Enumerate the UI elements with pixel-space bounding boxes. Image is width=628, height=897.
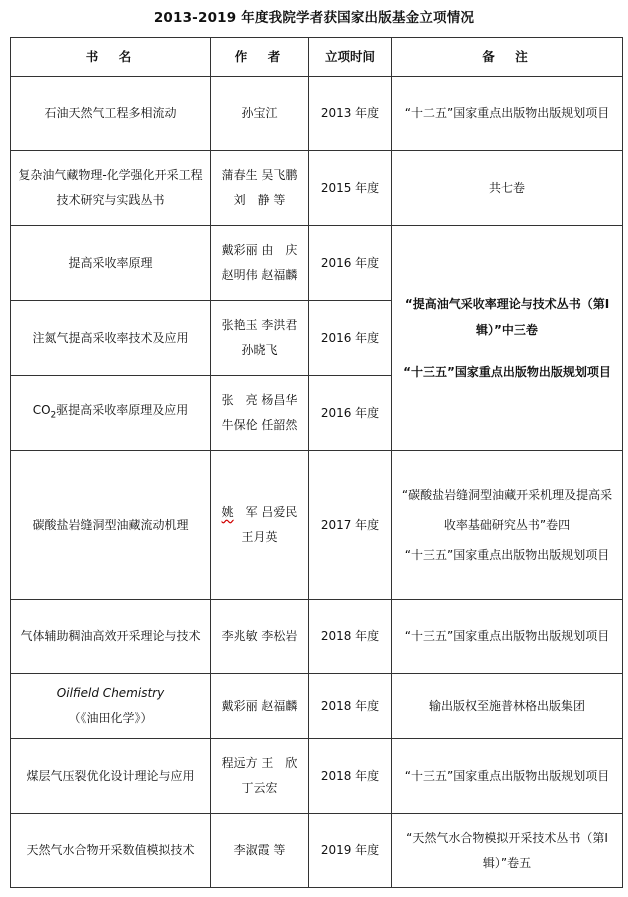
book-title-cell: 天然气水合物开采数值模拟技术 xyxy=(11,814,211,888)
note-cell xyxy=(392,451,623,600)
merged-note-plan: “十三五”国家重点出版物出版规划项目 xyxy=(403,365,611,379)
author-cell: 李淑霞 等 xyxy=(211,814,309,888)
author-cell: 李兆敏 李松岩 xyxy=(211,600,309,674)
year-cell: 2016 年度 xyxy=(309,376,392,451)
note-plan: “十三五”国家重点出版物出版规划项目 xyxy=(404,548,610,562)
note-cell: 输出版权至施普林格出版集团 xyxy=(392,674,623,739)
author-rest: 军 吕爱民 王月英 xyxy=(233,505,298,544)
author-cell: 蒲春生 吴飞鹏 刘 静 等 xyxy=(211,151,309,226)
note-cell: “十三五”国家重点出版物出版规划项目 xyxy=(392,739,623,814)
author-cell: 戴彩丽 由 庆 赵明伟 赵福麟 xyxy=(211,226,309,301)
funding-table xyxy=(10,37,623,888)
book-title-co: CO xyxy=(32,402,51,417)
table-header-row xyxy=(11,38,623,77)
book-title-subscript: 2 xyxy=(50,410,57,421)
note-cell: 共七卷 xyxy=(392,151,623,226)
author-cell: 程远方 王 欣 丁云宏 xyxy=(211,739,309,814)
author-cell: 张 亮 杨昌华 牛保伦 任韶然 xyxy=(211,376,309,451)
year-cell: 2015 年度 xyxy=(309,151,392,226)
book-title-chinese: （《油田化学》） xyxy=(68,711,153,725)
header-note: 备 注 xyxy=(392,38,623,77)
note-cell: “天然气水合物模拟开采技术丛书（第Ⅰ辑）”卷五 xyxy=(392,814,623,888)
year-cell: 2013 年度 xyxy=(309,77,392,151)
table-row xyxy=(11,674,623,739)
page-title: 2013-2019 年度我院学者获国家出版基金立项情况 xyxy=(153,10,475,26)
year-cell: 2019 年度 xyxy=(309,814,392,888)
merged-note-cell xyxy=(392,226,623,451)
year-cell: 2018 年度 xyxy=(309,739,392,814)
table-row xyxy=(11,600,623,674)
year-cell: 2018 年度 xyxy=(309,600,392,674)
table-row xyxy=(11,226,623,301)
author-first-char: 姚 xyxy=(221,505,234,519)
year-cell: 2018 年度 xyxy=(309,674,392,739)
author-cell xyxy=(211,451,309,600)
book-title-cell xyxy=(11,376,211,451)
book-title-rest: 驱提高采收率原理及应用 xyxy=(56,402,189,417)
merged-note-series: “提高油气采收率理论与技术丛书（第Ⅰ辑）”中三卷 xyxy=(404,297,610,337)
author-cell: 张艳玉 李洪君 孙晓飞 xyxy=(211,301,309,376)
book-title-english: Oilfield Chemistry xyxy=(56,686,165,700)
header-year: 立项时间 xyxy=(309,38,392,77)
author-cell: 戴彩丽 赵福麟 xyxy=(211,674,309,739)
year-cell: 2017 年度 xyxy=(309,451,392,600)
header-book-title: 书 名 xyxy=(11,38,211,77)
note-cell: “十三五”国家重点出版物出版规划项目 xyxy=(392,600,623,674)
book-title-cell: 煤层气压裂优化设计理论与应用 xyxy=(11,739,211,814)
book-title-cell xyxy=(11,674,211,739)
book-title-cell: 碳酸盐岩缝洞型油藏流动机理 xyxy=(11,451,211,600)
table-row xyxy=(11,814,623,888)
table-row xyxy=(11,739,623,814)
book-title-cell: 提高采收率原理 xyxy=(11,226,211,301)
note-series: “碳酸盐岩缝洞型油藏开采机理及提高采收率基础研究丛书”卷四 xyxy=(401,488,613,532)
header-author: 作 者 xyxy=(211,38,309,77)
book-title-cell: 石油天然气工程多相流动 xyxy=(11,77,211,151)
table-row xyxy=(11,77,623,151)
year-cell: 2016 年度 xyxy=(309,301,392,376)
author-cell: 孙宝江 xyxy=(211,77,309,151)
book-title-cell: 注氮气提高采收率技术及应用 xyxy=(11,301,211,376)
table-row xyxy=(11,451,623,600)
year-cell: 2016 年度 xyxy=(309,226,392,301)
book-title-cell: 复杂油气藏物理-化学强化开采工程技术研究与实践丛书 xyxy=(11,151,211,226)
note-cell: “十二五”国家重点出版物出版规划项目 xyxy=(392,77,623,151)
book-title-cell: 气体辅助稠油高效开采理论与技术 xyxy=(11,600,211,674)
table-row xyxy=(11,151,623,226)
